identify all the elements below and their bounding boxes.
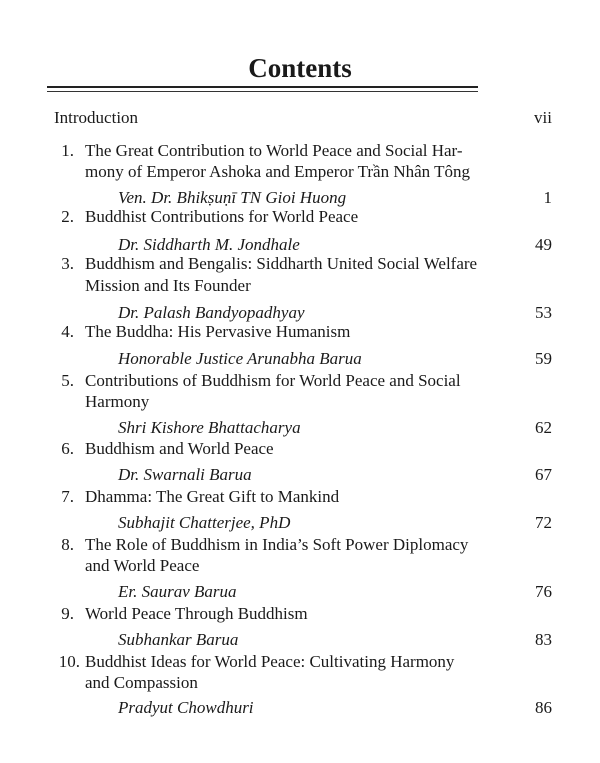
entry-author: Subhankar Barua [118,630,239,649]
entry-title-line[interactable]: The Role of Buddhism in India’s Soft Power Diplomacy [85,535,469,554]
entry-title-line[interactable]: Contributions of Buddhism for World Peace and Social [85,371,461,390]
entry-number: 5. [61,371,74,390]
entry-title-line[interactable]: World Peace Through Buddhism [85,604,308,623]
entry-title-line[interactable]: Mission and Its Founder [85,276,251,295]
entry-title-line[interactable]: Buddhism and World Peace [85,439,274,458]
entry-page-number: 59 [535,349,552,368]
entry-number: 6. [61,439,74,458]
entry-title-line[interactable]: The Great Contribution to World Peace and Social Har- [85,141,463,160]
entry-author: Subhajit Chatterjee, PhD [118,513,291,532]
entry-author: Er. Saurav Barua [118,582,237,601]
page-title: Contents [248,53,352,83]
entry-title-line[interactable]: mony of Emperor Ashoka and Emperor Trần Nhân Tông [85,162,470,181]
entry-title-line[interactable]: Buddhist Contributions for World Peace [85,207,359,226]
entry-author: Honorable Justice Arunabha Barua [118,349,362,368]
entry-author: Dr. Siddharth M. Jondhale [118,235,300,254]
entry-author: Pradyut Chowdhuri [118,698,254,717]
entry-page-number: 86 [535,698,552,717]
entry-author: Dr. Palash Bandyopadhyay [118,303,305,322]
entry-page-number: 62 [535,418,552,437]
entry-page-number: 1 [543,188,552,207]
entry-title-line[interactable]: Buddhist Ideas for World Peace: Cultivating Harmony [85,652,455,671]
entry-number: 10. [58,652,80,671]
entry-author: Shri Kishore Bhattacharya [118,418,301,437]
title-rule-bottom [47,91,478,92]
entry-page-number: 83 [535,630,552,649]
entry-title-line[interactable]: Buddhism and Bengalis: Siddharth United Social Welfare [85,254,478,273]
entry-page-number: 76 [535,582,552,601]
entry-number: 8. [61,535,74,554]
entry-number: 2. [61,207,74,226]
entry-number: 4. [61,322,74,341]
entry-title-line[interactable]: Harmony [85,392,150,411]
entry-page-number: 72 [535,513,552,532]
entry-author: Dr. Swarnali Barua [118,465,252,484]
entry-number: 9. [61,604,74,623]
entry-page-number: 49 [535,235,552,254]
entry-author: Ven. Dr. Bhikṣuṇī TN Gioi Huong [118,188,347,207]
entry-page-number: 53 [535,303,552,322]
entry-title-line[interactable]: The Buddha: His Pervasive Humanism [85,322,351,341]
introduction-label[interactable]: Introduction [54,108,139,127]
entry-title-line[interactable]: and Compassion [85,673,198,692]
title-rule-top [47,86,478,88]
introduction-page: vii [534,108,552,127]
entry-number: 1. [61,141,74,160]
entry-page-number: 67 [535,465,552,484]
entry-title-line[interactable]: and World Peace [85,556,200,575]
entry-number: 3. [61,254,74,273]
entry-title-line[interactable]: Dhamma: The Great Gift to Mankind [85,487,340,506]
entry-number: 7. [61,487,74,506]
